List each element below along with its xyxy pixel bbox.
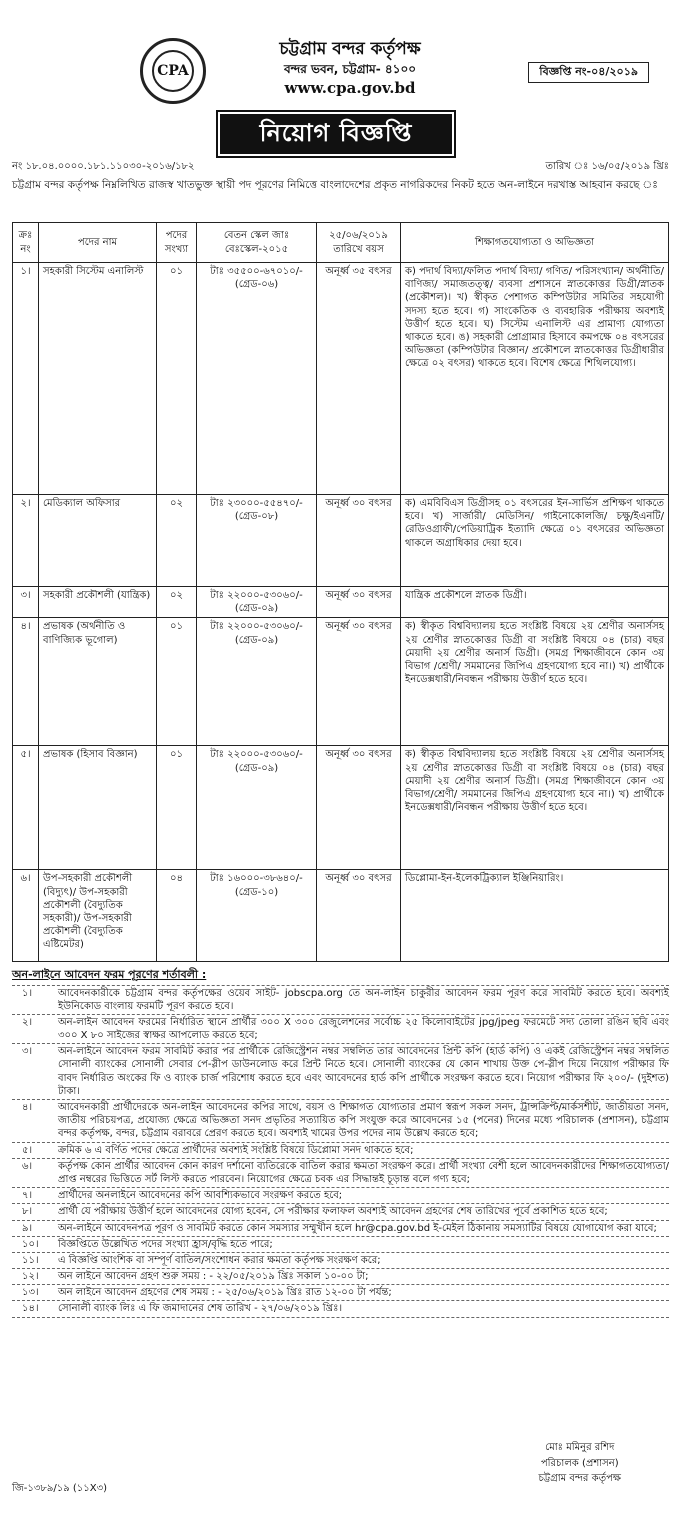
- cell-scale: টাঃ ৩৫৫০০-৬৭০১০/- (গ্রেড-০৬): [197, 263, 317, 495]
- col-scale: বেতন স্কেল জাঃ বেঃস্কেল-২০১৫: [197, 223, 317, 263]
- term-text: বিজ্ঞপ্তিতে উল্লেখিত পদের সংখ্যা হ্রাস/বৃদ্ধি হতে পারে;: [58, 1238, 273, 1250]
- cpa-logo: [140, 38, 206, 104]
- cell-age: অনূর্ধ্ব ৩০ বৎসর: [317, 870, 401, 962]
- cell-count: ০১: [157, 618, 197, 746]
- term-item: [12, 985, 669, 1014]
- table-row: [13, 618, 669, 746]
- terms-list: [12, 985, 669, 1318]
- term-item: [12, 1187, 669, 1203]
- term-number: ৮।: [22, 1206, 33, 1218]
- term-number: ৯।: [22, 1222, 33, 1234]
- term-number: ৬।: [22, 1160, 33, 1172]
- title-banner: [220, 114, 452, 154]
- term-text: অন-লাইন আবেদন ফরমের নির্ধারিত স্থানে প্রার্থীর ৩০০ X ৩০০ রেজুলেশনের সর্বোচ্চ ২৫ কিলোবাইটের jpg/jpeg ফরমেটে সদ্য তোলা রঙিন ছবি এবং ৩০০ X ৮০ সাইজের স্বাক্ষর আপলোড করতে হবে;: [58, 1016, 669, 1042]
- print-code: জি-১৩৮৯/১৯ (১১X৩): [12, 1483, 108, 1494]
- org-address: বন্দর ভবন, চট্টগ্রাম- ৪১০০: [283, 62, 417, 77]
- term-text: প্রার্থীদের অনলাইনে আবেদনের কপি আবশ্যিকভাবে সংরক্ষণ করতে হবে;: [58, 1190, 343, 1202]
- memo-line: [12, 160, 669, 173]
- org-block: [235, 38, 465, 99]
- signature-block: [539, 1440, 621, 1487]
- term-text: আবেদনকারীকে চট্টগ্রাম বন্দর কর্তৃপক্ষের ওয়েব সাইট- jobscpa.org তে অন-লাইন চাকুরীর আবেদন ফরম পূরণ করে সাবমিট করতে হবে। অবশ্যই ইউনিকোড বাংলায় ফরমটি পূরণ করতে হবে।: [58, 987, 669, 1012]
- page-title: নিয়োগ বিজ্ঞপ্তি: [259, 119, 413, 148]
- cell-qualification: যান্ত্রিক প্রকৌশলে স্নাতক ডিগ্রী।: [401, 587, 669, 618]
- cell-age: অনূর্ধ্ব ৩০ বৎসর: [317, 587, 401, 618]
- term-number: ১১।: [22, 1254, 39, 1266]
- cell-sl: ২।: [13, 495, 39, 587]
- term-item: [12, 1099, 669, 1142]
- cell-sl: ৪।: [13, 618, 39, 746]
- cell-sl: ৩।: [13, 587, 39, 618]
- cell-sl: ১।: [13, 263, 39, 495]
- term-item: [12, 1043, 669, 1099]
- col-qualification: শিক্ষাগতযোগ্যতা ও অভিজ্ঞতা: [401, 223, 669, 263]
- term-number: ১।: [22, 987, 33, 999]
- term-item: [12, 1236, 669, 1252]
- memo-ref: নং ১৮.০৪.০০০০.১৮১.১১০৩০-২০১৬/১৮২: [12, 161, 195, 172]
- ad-number: বিজ্ঞপ্তি নং-০৪/২০১৯: [528, 62, 649, 83]
- term-number: ১৪।: [22, 1303, 39, 1315]
- intro-text: চট্টগ্রাম বন্দর কর্তৃপক্ষ নিম্নলিখিত রাজস্ব খাতভুক্ত স্থায়ী পদ পূরণের নিমিত্তে বাংলাদেশের প্রকৃত নাগরিকদের নিকট হতে অন-লাইনে দরখাস্ত আহবান করছে ঃ: [12, 179, 658, 191]
- cell-scale: টাঃ ২৩০০০-৫৫৪৭০/- (গ্রেড-০৮): [197, 495, 317, 587]
- table-row: [13, 746, 669, 870]
- term-number: ৪।: [22, 1102, 33, 1114]
- term-text: অন লাইনে আবেদন গ্রহণের শেষ সময় : - ২৫/০৬/২০১৯ খ্রিঃ রাত ১২-০০ টা পর্যন্ত;: [58, 1287, 392, 1299]
- cell-scale: টাঃ ২২০০০-৫৩০৬০/- (গ্রেড-০৯): [197, 587, 317, 618]
- signatory-name: মোঃ মমিনুর রশিদ: [545, 1442, 615, 1453]
- term-number: ৩।: [22, 1046, 33, 1058]
- header: [10, 0, 671, 100]
- cell-sl: ৫।: [13, 746, 39, 870]
- table-row: [13, 263, 669, 495]
- term-number: ৫।: [22, 1144, 33, 1156]
- signatory-org: চট্টগ্রাম বন্দর কর্তৃপক্ষ: [538, 1473, 621, 1484]
- org-website: www.cpa.gov.bd: [284, 79, 416, 98]
- term-text: এ বিজ্ঞপ্তি আংশিক বা সম্পূর্ণ বাতিল/সংশোধন করার ক্ষমতা কর্তৃপক্ষ সংরক্ষণ করে;: [58, 1254, 381, 1266]
- cell-qualification: ক) স্বীকৃত বিশ্ববিদ্যালয় হতে সংশ্লিষ্ট বিষয়ে ২য় শ্রেণীর অনার্সসহ ২য় শ্রেণীর স্নাতকোত্তর ডিগ্রী বা সংশ্লিষ্ট বিষয়ে ০৪ (চার) বছর মেয়াদী ২য় শ্রেণীর অনার্স ডিগ্রী। (সমগ্র শিক্ষাজীবনে কোন ৩য় বিভাগ /শ্রেণী/ সমমানের জিপিএ গ্রহণযোগ্য হবে না।) খ) প্রার্থীকে ইনডেক্সধারী/নিবন্ধন পরীক্ষায় উত্তীর্ণ হতে হবে।: [401, 618, 669, 746]
- cell-count: ০১: [157, 746, 197, 870]
- term-item: [12, 1300, 669, 1317]
- term-text: অন-লাইনে আবেদনপত্র পূরণ ও সাবমিট করতে কোন সমস্যার সম্মুখীন হলে hr@cpa.gov.bd ই-মেইল ঠিকানায় সমস্যাটির বিষয়ে যোগাযোগ করা যাবে;: [58, 1222, 657, 1234]
- memo-date: তারিখ ঃ ১৬/০৫/২০১৯ খ্রিঃ: [545, 161, 669, 172]
- term-item: [12, 1220, 669, 1236]
- table-header-row: [13, 223, 669, 263]
- term-text: প্রার্থী যে পরীক্ষায় উত্তীর্ণ হলে আবেদনের যোগ্য হবেন, সে পরীক্ষার ফলাফল অবশ্যই আবেদন গ্রহণের শেষ তারিখের পূর্বে প্রকাশিত হতে হবে;: [58, 1206, 608, 1218]
- term-item: [12, 1158, 669, 1187]
- cell-scale: টাঃ ২২০০০-৫৩০৬০/- (গ্রেড-০৯): [197, 746, 317, 870]
- cell-qualification: ক) পদার্থ বিদ্যা/ফলিত পদার্থ বিদ্যা/ গণিত/ পরিসংখ্যান/ অর্থনীতি/ বাণিজ্য/ সমাজতত্ত্ব/ ব্যবসা প্রশাসনে স্নাতকোত্তর ডিগ্রী/স্নাতক (প্রকৌশল)। খ) স্বীকৃত পেশাগত কম্পিউটার সমিতির সহযোগী সদস্য হতে হবে। গ) সাংকেতিক ও ব্যবহারিক পরীক্ষায় অবশ্যই উত্তীর্ণ হতে হবে। ঘ) সিস্টেম এনালিস্ট এর প্রামাণ্য যোগ্যতা থাকতে হবে। ঙ) সহকারী প্রোগ্রামার হিসাবে কমপক্ষে ০৪ বৎসরের অভিজ্ঞতা (কম্পিউটার বিজ্ঞান/ প্রকৌশলে স্নাতকোত্তর ডিগ্রীধারীর ক্ষেত্রে ০২ বৎসর) থাকতে হবে। বিশেষ ক্ষেত্রে শিথিলযোগ্য।: [401, 263, 669, 495]
- term-text: কর্তৃপক্ষ কোন প্রার্থীর আবেদন কোন কারণ দর্শানো ব্যতিরেকে বাতিল করার ক্ষমতা সংরক্ষণ করে। প্রার্থী সংখ্যা বেশী হলে আবেদনকারীদের শিক্ষাগতযোগ্যতা/প্রাপ্ত নম্বরের ভিত্তিতে সর্ট লিস্ট করতে পারবেন। নিয়োগের ক্ষেত্রে চবক এর সিদ্ধান্তই চূড়ান্ত বলে গণ্য হবে;: [58, 1160, 669, 1185]
- posts-table: [12, 222, 669, 962]
- term-text: সোনালী ব্যাংক লিঃ এ ফি জমাদানের শেষ তারিখ - ২৭/০৬/২০১৯ খ্রিঃ।: [58, 1303, 343, 1315]
- cell-count: ০১: [157, 263, 197, 495]
- term-number: ১২।: [22, 1271, 39, 1283]
- cell-post: প্রভাষক (অর্থনীতি ও বাণিজ্যিক ভূগোল): [39, 618, 157, 746]
- term-number: ৭।: [22, 1190, 33, 1202]
- signatory-designation: পরিচালক (প্রশাসন): [540, 1457, 619, 1469]
- cell-post: মেডিক্যাল অফিসার: [39, 495, 157, 587]
- cell-count: ০৪: [157, 870, 197, 962]
- col-age: ২৫/০৬/২০১৯ তারিখে বয়স: [317, 223, 401, 263]
- term-item: [12, 1252, 669, 1268]
- org-name: চট্টগ্রাম বন্দর কর্তৃপক্ষ: [279, 39, 421, 59]
- cell-post: উপ-সহকারী প্রকৌশলী (বিদ্যুৎ)/ উপ-সহকারী প্রকৌশলী (বৈদ্যুতিক সহকারী)/ উপ-সহকারী প্রকৌশলী (বৈদ্যুতিক এষ্টিমেটর): [39, 870, 157, 962]
- term-text: অন লাইনে আবেদন গ্রহণ শুরু সময় : - ২২/০৫/২০১৯ খ্রিঃ সকাল ১০-০০ টা;: [58, 1271, 369, 1283]
- cell-sl: ৬।: [13, 870, 39, 962]
- cell-post: সহকারী প্রকৌশলী (যান্ত্রিক): [39, 587, 157, 618]
- cell-count: ০২: [157, 587, 197, 618]
- term-number: ১৩।: [22, 1287, 39, 1299]
- table-row: [13, 587, 669, 618]
- term-item: [12, 1268, 669, 1284]
- col-sl: ক্রঃ নং: [13, 223, 39, 263]
- terms-section: [12, 968, 669, 1318]
- term-text: ক্রমিক ৬ এ বর্ণিত পদের ক্ষেত্রে প্রার্থীদের অবশ্যই সংশ্লিষ্ট বিষয়ে ডিপ্লোমা সনদ থাকতে হবে;: [58, 1144, 414, 1156]
- cell-post: সহকারী সিস্টেম এনালিস্ট: [39, 263, 157, 495]
- col-post: পদের নাম: [39, 223, 157, 263]
- term-item: [12, 1142, 669, 1158]
- cell-scale: টাঃ ১৬০০০-৩৮৬৪০/- (গ্রেড-১০): [197, 870, 317, 962]
- term-text: অন-লাইনে আবেদন ফরম সাবমিট করার পর প্রার্থীকে রেজিস্ট্রেশন নম্বর সম্বলিত তার আবেদনের প্রিন্ট কপি (হার্ড কপি) ও একই রেজিস্ট্রেশন নম্বর সম্বলিত সোনালী ব্যাংকের সোনালী সেবার পে-স্লীপ ডাউনলোড করে প্রিন্ট নিতে হবে। সোনালী ব্যাংকের যে কোন শাখায় উক্ত পে-স্লীপ দিয়ে নিয়োগ পরীক্ষার ফি বাবদ নির্ধারিত অংকের ফি ও ব্যাংক চার্জ পরিশোধ করতে হবে এবং আবেদনের হার্ড কপি প্রার্থীকে সংরক্ষণ করতে হবে। নিয়োগ পরীক্ষার ফি ২০০/- (দুইশত) টাকা।: [58, 1046, 669, 1097]
- terms-title: অন-লাইনে আবেদন ফরম পূরণের শর্তাবলী :: [12, 968, 207, 981]
- cell-age: অনূর্ধ্ব ৩০ বৎসর: [317, 495, 401, 587]
- table-row: [13, 495, 669, 587]
- term-number: ২।: [22, 1016, 33, 1028]
- term-text: আবেদনকারী প্রার্থীদেরকে অন-লাইন আবেদনের কপির সাথে, বয়স ও শিক্ষাগত যোগ্যতার প্রমাণ স্বরূপ সকল সনদ, ট্রান্সক্রিপ্ট/মার্কসশীট, জাতীয়তা সনদ, জাতীয় পরিচয়পত্র, প্রযোজ্য ক্ষেত্রে অভিজ্ঞতা সনদ প্রভৃতির সত্যায়িত কপি সংযুক্ত করে আবেদনের ১৫ (পনের) দিনের মধ্যে পরিচালক (প্রশাসন), চট্টগ্রাম বন্দর কর্তৃপক্ষ, বন্দর, চট্টগ্রাম বরাবরে প্রেরণ করতে হবে। অবশ্যই খামের উপর পদের নাম উল্লেখ করতে হবে;: [58, 1102, 669, 1140]
- cell-age: অনূর্ধ্ব ৩০ বৎসর: [317, 618, 401, 746]
- cell-qualification: ক) স্বীকৃত বিশ্ববিদ্যালয় হতে সংশ্লিষ্ট বিষয়ে ২য় শ্রেণীর অনার্সসহ ২য় শ্রেণীর স্নাতকোত্তর ডিগ্রী বা সংশ্লিষ্ট বিষয়ে ০৪ (চার) বছর মেয়াদী ২য় শ্রেণীর অনার্স ডিগ্রী। (সমগ্র শিক্ষাজীবনে কোন ৩য় বিভাগ/শ্রেণী/ সমমানের জিপিএ গ্রহণযোগ্য হবে না।) খ) প্রার্থীকে ইনডেক্সধারী/নিবন্ধন পরীক্ষায় উত্তীর্ণ হতে হবে।: [401, 746, 669, 870]
- col-count: পদের সংখ্যা: [157, 223, 197, 263]
- table-row: [13, 870, 669, 962]
- cell-qualification: ক) এমবিবিএস ডিগ্রীসহ ০১ বৎসরের ইন-সার্ভিস প্রশিক্ষণ থাকতে হবে। খ) সার্জারী/ মেডিসিন/ গাইনোকোলজি/ চক্ষু/ইএনটি/ রেডিওগ্রাফী/পেডিয়াট্রিক ইত্যাদি ক্ষেত্রে ০১ বৎসরের অভিজ্ঞতা থাকলে অগ্রাধিকার দেয়া হবে।: [401, 495, 669, 587]
- cell-count: ০২: [157, 495, 197, 587]
- cell-post: প্রভাষক (হিসাব বিজ্ঞান): [39, 746, 157, 870]
- cell-scale: টাঃ ২২০০০-৫৩০৬০/- (গ্রেড-০৯): [197, 618, 317, 746]
- term-number: ১০।: [22, 1238, 39, 1250]
- cell-qualification: ডিপ্লোমা-ইন-ইলেকট্রিক্যাল ইঞ্জিনিয়ারিং।: [401, 870, 669, 962]
- cell-age: অনূর্ধ্ব ৩০ বৎসর: [317, 746, 401, 870]
- logo-mark: CPA: [152, 50, 194, 92]
- term-item: [12, 1014, 669, 1043]
- term-item: [12, 1284, 669, 1300]
- cell-age: অনূর্ধ্ব ৩৫ বৎসর: [317, 263, 401, 495]
- term-item: [12, 1203, 669, 1219]
